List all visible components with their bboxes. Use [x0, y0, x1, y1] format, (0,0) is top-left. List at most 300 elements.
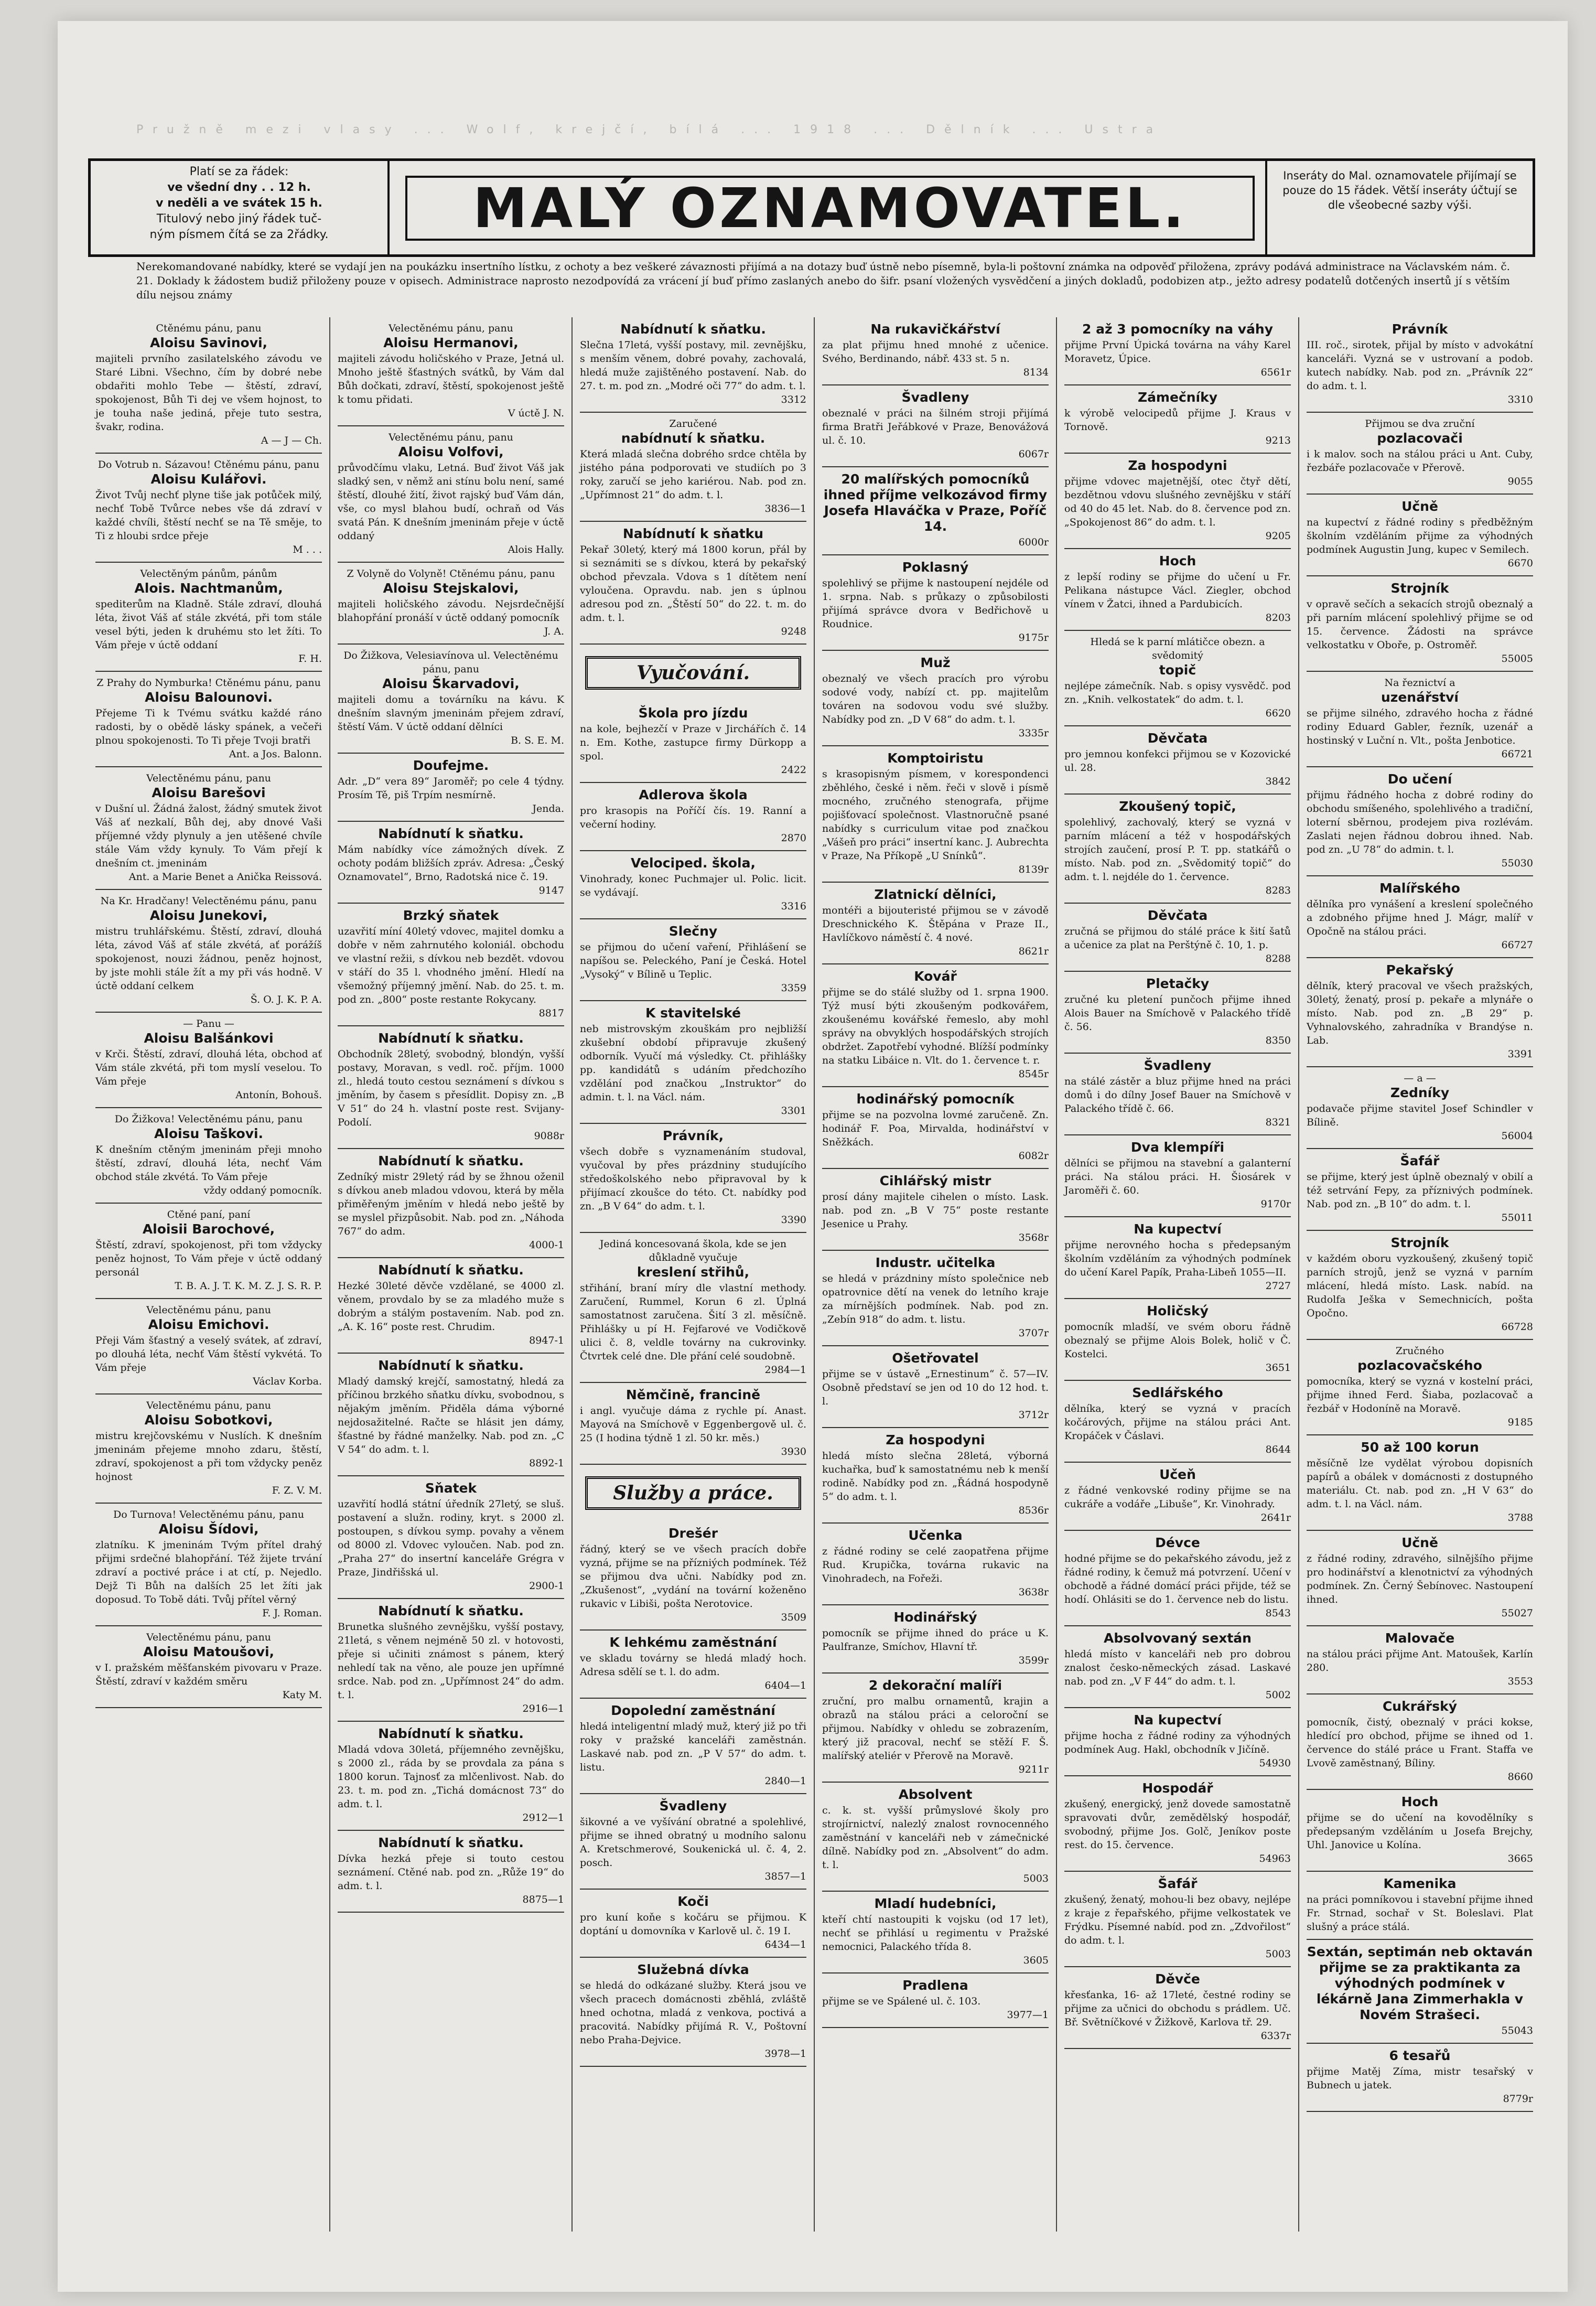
ad-body: na práci pomníkovou i stavební přijme ihned Fr. Strnad, sochař v St. Boleslavi. Plat slušný a práce stálá. [1307, 1894, 1533, 1933]
ad-signature: 8203 [1265, 612, 1291, 624]
ad-heading: Ošetřovatel [892, 1350, 979, 1366]
ad-column [1299, 317, 1540, 2232]
ad-signature: 3316 [781, 900, 806, 912]
ad-signature: 6561r [1260, 367, 1291, 378]
ad-heading: Aloisu Savinovi, [149, 335, 268, 350]
ad-heading: Děvčata [1147, 731, 1208, 746]
ad-heading: Aloisu Balšánkovi [144, 1031, 274, 1046]
ad-column [330, 317, 573, 2232]
classified-ad [1064, 1463, 1291, 1531]
classified-ad [1307, 413, 1533, 495]
ad-body: dělníci se přijmou na stavební a galanterní práci. Na stálou práci. H. Šiosárek v Jaroměři č. 60. [1064, 1157, 1291, 1196]
classified-ad [1064, 904, 1291, 972]
classified-ad [95, 1626, 322, 1708]
ad-heading: Nabídnutí k sňatku. [378, 1031, 524, 1046]
ad-body: přijme se do stálé služby od 1. srpna 1900. Týž musí býti zkoušeným podkovářem, zkoušenému kovářské řemeslo, aby mohl správy na obvyklých hospodářských strojích obdržet. Zapotřebí vyhodné. Blížší podmínky na statku Libáice n. Vlt. do 1. července t. r. [822, 986, 1049, 1066]
ad-body: křesťanka, 16- až 17leté, čestné rodiny se přijme za učnici do obchodu s prádlem. Uč. Bř. Světníčkové v Žižkově, Karlova tř. 29. [1064, 1989, 1291, 2028]
ad-body: střihání, braní míry dle vlastní methody. Zaručení, Rummel, Korun 6 zl. Úplná samostatnost zaručena. Šití 3 zl. měsíčně. Přihlášky u pí H. Fejfarové ve Vodičkově ulici č. 8, veldle továrny na cukrovinky. Čtvrtek celé dne. Dle přání celé soudobně. [580, 1282, 806, 1362]
ad-body: Štěstí, zdraví, spokojenost, při tom vždycky peněz hojnost, To Vám přeje v úctě oddaný personál [95, 1239, 322, 1278]
ad-heading: Malířského [1379, 881, 1460, 896]
ad-body: spediterům na Kladně. Stále zdraví, dlouhá léta, život Váš ať stále zkvétá, při tom stále vesel býti, jeden k druhému sto let žíti. To Vám přeje v úctě oddaní [95, 598, 322, 651]
ad-signature: 8621r [1018, 946, 1049, 957]
ad-heading: Poklasný [902, 560, 969, 575]
ad-heading: Právník, [662, 1128, 724, 1143]
classified-ad [1307, 1340, 1533, 1435]
ad-body: mistru truhlářskému. Štěstí, zdraví, dlouhá léta, závod Váš ať stále zkvétá, ať porážíš spokojenost, nouzi žádnou, peněz hojnost, by jste mohli stále žít a my při vás hodně. V úctě oddaní celkem [95, 926, 322, 992]
ad-heading: Doufejme. [413, 758, 489, 773]
classified-ad [580, 413, 806, 522]
classified-ad [338, 904, 564, 1026]
ad-signature: 8545r [1018, 1068, 1049, 1080]
ad-body: přijme První Úpická továrna na váhy Karel Moravetz, Úpice. [1064, 339, 1291, 364]
ad-salutation: Přijmou se dva zruční [1365, 418, 1475, 430]
classified-ad [338, 1831, 564, 1913]
ad-body: v I. pražském měšťanském pivovaru v Praze. Štěstí, zdraví v každém směru [95, 1662, 322, 1687]
ad-body: Obchodník 28letý, svobodný, blondýn, vyšší postavy, Moravan, s vedl. roč. příjm. 1000 zl., hledá touto cestou seznámení s dívkou s jměním, by časem s přesídlit. Dopisy zn. „B V 51“ do 24 h. vlastní poste rest. Svijany-Podolí. [338, 1048, 564, 1128]
classified-ad [580, 851, 806, 919]
ad-signature: 3665 [1507, 1853, 1533, 1864]
ad-signature: 3391 [1507, 1048, 1533, 1060]
classified-ad [1307, 876, 1533, 958]
ad-signature: 8134 [1023, 367, 1049, 378]
classified-ad [822, 1428, 1049, 1524]
ad-salutation: Z Prahy do Nymburka! Ctěnému pánu, panu [96, 677, 321, 689]
ad-heading: Zámečníky [1137, 390, 1218, 405]
classified-ad [1064, 1776, 1291, 1872]
ad-body: Dívka hezká přeje si touto cestou seznámení. Ctěné nab. pod zn. „Růže 19“ do adm. t. l. [338, 1853, 564, 1892]
ad-signature: 55011 [1501, 1212, 1533, 1224]
ad-heading: Aloisu Hermanovi, [383, 335, 519, 350]
ad-body: hledá místo v kanceláři neb pro dobrou znalost česko-německých zásad. Laskavé nab. pod zn. „V F 44“ do adm. t. l. [1064, 1648, 1291, 1687]
ad-signature: Alois Hally. [508, 544, 564, 555]
ad-signature: 2422 [781, 764, 806, 776]
ad-signature: 2727 [1265, 1280, 1291, 1292]
ad-signature: 6670 [1507, 557, 1533, 569]
ad-signature: 8779r [1503, 2093, 1533, 2105]
classified-ad [822, 1783, 1049, 1892]
ad-body: v Krči. Štěstí, zdraví, dlouhá léta, obchod ať Vám stále zkvétá, při tom myslí veselou. To Vám přeje [95, 1048, 322, 1087]
ad-signature: 8536r [1018, 1505, 1049, 1516]
ad-body: Pekař 30letý, který má 1800 korun, přál by si seznámiti se s dívkou, která by pekařský obchod převzala. Vdova s 1 dítětem není vyloučena. Opravdu. nab. jen s úplnou adresou pod zn. „Štěstí 50“ do 22. t. m. do adm. t. l. [580, 544, 806, 624]
ad-body: přijme hocha z řádné rodiny za výhodných podmínek Aug. Hakl, obchodník v Jičíně. [1064, 1730, 1291, 1755]
ad-body: i angl. vyučuje dáma z rychle pí. Anast. Mayová na Smíchově v Eggenbergově ul. č. 25 (I hodina týdně 1 zl. 50 kr. měs.) [580, 1405, 806, 1444]
ad-heading: Zedníky [1390, 1085, 1450, 1100]
classified-ad [822, 1346, 1049, 1428]
classified-ad [338, 754, 564, 822]
ad-heading: Absolvovaný sextán [1104, 1631, 1252, 1646]
classified-ad [1307, 1626, 1533, 1694]
ad-signature: 2916—1 [522, 1703, 564, 1714]
ad-signature: 2870 [781, 832, 806, 844]
ad-heading: Na rukavičkářství [870, 321, 1000, 337]
classified-ad [1064, 631, 1291, 726]
ad-body: spolehlivý, zachovalý, který se vyzná v parním mlácení a též v hospodářských strojích zaučení, prosí P. T. pp. statkářů o místo. Nab. pod zn. „Svědomitý topič“ do adm. t. l. nejdéle do 1. července. [1064, 817, 1291, 883]
classified-ad [338, 1149, 564, 1258]
ad-body: pro jemnou konfekci přijmou se v Kozovické ul. 28. [1064, 748, 1291, 774]
ad-signature: 3788 [1507, 1512, 1533, 1524]
ad-body: prosí dány majitele cihelen o místo. Lask. nab. pod zn. „B V 75“ poste restante Jesenice u Prahy. [822, 1191, 1049, 1230]
ad-heading: Za hospodyni [886, 1432, 985, 1447]
ad-signature: 9205 [1265, 530, 1291, 542]
ad-signature: 8350 [1265, 1035, 1291, 1046]
ad-signature: 8892-1 [529, 1457, 564, 1469]
classified-ad [580, 1124, 806, 1233]
newspaper-page [58, 21, 1568, 2292]
ad-body: přijmu řádného hocha z dobré rodiny do obchodu smíšeného, spolehlivého a tradiční, loterní sběrnou, prodejem piva rozlévám. Zaslati nejen řádnou dobrou ihned. Nab. pod zn. „U 78“ do admin. t. l. [1307, 789, 1533, 855]
classified-ad [580, 1699, 806, 1794]
classified-ad [338, 1599, 564, 1722]
ad-body: přijme se v ústavě „Ernestinum“ č. 57—IV. Osobně představí se jen od 10 do 12 hod. t. l. [822, 1368, 1049, 1407]
classified-ad [822, 317, 1049, 385]
ad-body: dělníka pro vynášení a kreslení společného a zdobného přijme hned J. Mágr, malíř v Opočně na stálou práci. [1307, 898, 1533, 937]
ad-body: v každém oboru vyzkoušený, zkušený topič parních strojů, jenž se vyzná v parním mlácení, hledá místo. Lask. nabíd. na Rudolfa Ješka v Semechnicích, pošta Opočno. [1307, 1253, 1533, 1319]
ad-heading: Slečny [668, 924, 718, 939]
ad-signature: 3836—1 [764, 503, 806, 514]
ad-salutation: Zručného [1395, 1345, 1444, 1357]
ad-heading: Komptoiristu [887, 750, 984, 766]
ad-body: přijme se na pozvolna lovmé zaručeně. Zn. hodinář F. Poa, Mirvalda, hodinářství v Sněžkách. [822, 1109, 1049, 1148]
ad-signature: A — J — Ch. [261, 435, 322, 446]
ad-body: pro krasopis na Poříčí čís. 19. Ranní a večerní hodiny. [580, 805, 806, 830]
ad-body: neb mistrovským zkouškám pro nejbližší zkušební období připravuje zkušený odborník. Vyučí má výsledky. Ct. přihlášky pp. kandidátů s udáním předchozího vzdělání pod značkou „Instruktor“ do admin. t. l. na Václ. nám. [580, 1023, 806, 1103]
ad-heading: Do učení [1387, 771, 1452, 787]
ad-heading: Strojník [1390, 1235, 1449, 1250]
ad-body: s krasopisným písmem, v korespondenci zběhlého, české i něm. řeči v slově i písmě mocného, zručného stenografa, přijme pojišťovací společnost. Vlastnoručně psané nabídky s curriculum vitae pod značkou „Vášeň pro práci“ insertní kanc. J. Aubrechta v Praze, Na Příkopě „U Snínků“. [822, 768, 1049, 862]
classified-ad [580, 1383, 806, 1465]
ad-body: Život Tvůj nechť plyne tiše jak potůček milý, nechť Tobě Tvůrce nebes vše dá zdraví v každé chvíli, štěstí nechť se na Tě směje, to Ti z hloubi srdce přeje [95, 489, 322, 542]
classified-ad [580, 1233, 806, 1383]
ad-heading: Zlatnickí dělníci, [874, 887, 997, 902]
section-heading: Vyučování. [585, 656, 801, 690]
ad-signature: Š. O. J. K. P. A. [250, 994, 322, 1005]
classified-ad [822, 883, 1049, 964]
classified-ad [95, 563, 322, 672]
classified-ad [1064, 726, 1291, 795]
ad-signature: 3978—1 [764, 2048, 806, 2060]
ad-heading: Za hospodyni [1128, 458, 1227, 473]
ad-body: kteří chtí nastoupiti k vojsku (od 17 let), nechť se přihlásí u regimentu v Pražské nemocnici, Palackého třída 8. [822, 1914, 1049, 1953]
ad-heading: Na kupectví [1134, 1712, 1222, 1728]
ad-heading: Zkoušený topič, [1119, 799, 1236, 814]
classified-ad [580, 1794, 806, 1890]
ad-signature: 2900-1 [529, 1580, 564, 1592]
ad-body: přijme se ve Spálené ul. č. 103. [822, 1996, 981, 2007]
classified-ad [822, 1169, 1049, 1251]
ad-body: se hledá do odkázané služby. Která jsou ve všech pracech domácnosti zběhlá, zvláště hned ochotna, mladá z venkova, poctivá a pracovitá. Nabídky přijímá R. V., Poštovní nebo Praha-Dejvice. [580, 1980, 806, 2046]
ad-salutation: Velectěnému pánu, panu [389, 323, 513, 334]
ad-signature: 3977—1 [1007, 2009, 1049, 2021]
classified-ad [822, 555, 1049, 651]
ad-body: obeznalé v práci na šilném stroji přijímá firma Bratři Jeřábkové v Praze, Benovážová ul. č. 10. [822, 407, 1049, 446]
ad-heading: Nabídnutí k sňatku. [378, 1262, 524, 1278]
ad-heading: Učeň [1159, 1467, 1196, 1482]
classified-ad [580, 317, 806, 413]
classified-ad [1064, 1054, 1291, 1135]
ad-heading: Aloisu Emichovi. [148, 1317, 269, 1332]
classified-ad [338, 1354, 564, 1476]
ad-heading: Děvče [1155, 1971, 1200, 1987]
ad-column [88, 317, 330, 2232]
classified-ad [822, 1674, 1049, 1783]
ad-heading: Cukrářský [1382, 1699, 1458, 1714]
classified-ad [1064, 1299, 1291, 1381]
ad-body: pro kuní koňe s kočáru se přijmou. K doptání u domovníka v Karlově ul. č. 19 I. [580, 1912, 806, 1937]
classified-ad [1307, 1790, 1533, 1872]
ad-body: šikovné a ve vyšívání obratné a spolehlivé, přijme se ihned obratný u modního salonu A. Kretschmerové, Soukenická ul. č. 4, 2. posch. [580, 1816, 806, 1869]
ad-signature: 6434—1 [764, 1939, 806, 1950]
ad-heading: pozlacovači [1377, 431, 1463, 446]
classified-ad [1307, 317, 1533, 413]
ad-body: hledá inteligentní mladý muž, který již po tři roky v pražské kanceláři zaměstnán. Laskavé nab. pod zn. „P V 57“ do adm. t. listu. [580, 1721, 806, 1773]
ad-heading: Adlerova škola [639, 787, 748, 802]
ad-body: za plat přijmu hned mnohé z učenice. Svého, Berdinando, nábř. 433 st. 5 n. [822, 339, 1049, 364]
ad-signature: 3359 [781, 982, 806, 994]
ad-salutation: Na Kr. Hradčany! Velectěnému pánu, panu [100, 895, 317, 907]
ad-heading: topič [1159, 662, 1196, 678]
ad-heading: Alois. Nachtmanům, [134, 581, 283, 596]
ad-signature: 3842 [1265, 776, 1291, 787]
classified-ad [822, 964, 1049, 1087]
ad-salutation: — a — [1404, 1072, 1436, 1084]
ad-body: pomocník se přijme ihned do práce u K. Paulfranze, Smíchov, Hlavní tř. [822, 1627, 1049, 1653]
ad-signature: 3930 [781, 1446, 806, 1457]
ad-body: na stálou práci přijme Ant. Matoušek, Karlín 280. [1307, 1648, 1533, 1674]
ad-signature: F. J. Roman. [262, 1607, 322, 1619]
ad-signature: 66727 [1501, 939, 1533, 951]
classified-ad [1307, 1149, 1533, 1231]
ad-body: Mladá vdova 30letá, příjemného zevnějšku, s 2000 zl., ráda by se provdala za pána s 1800 korun. Tajnosť za mlčenlivost. Nab. do 23. t. m. pod zn. „Tichá domácnost 73“ do adm. t. l. [338, 1744, 564, 1810]
ad-heading: Šafář [1158, 1876, 1198, 1891]
ad-heading: Sňatek [425, 1481, 477, 1496]
ad-signature: M . . . [293, 544, 322, 555]
ad-heading: Aloisu Škarvadovi, [382, 676, 520, 691]
ad-body: Brunetka slušného zevnějšku, vyšší postavy, 21letá, s věnem nejméně 50 zl. v hotovosti, přeje si učiniti známost s pánem, který nehledí tak na věno, ale pouze jen upřímné srdce. Nab. pod zn. „Upřímnost 24“ do adm. t. l. [338, 1621, 564, 1701]
classified-ad [580, 1890, 806, 1958]
ad-body: Přejeme Ti k Tvému svátku každé ráno radosti, by o obědě lásky spánek, a večeři plnou spokojenosti. To Ti přeje Tvoji bratři [95, 707, 322, 746]
ad-body: Slečna 17letá, vyšší postavy, mil. zevnějšku, s menším věnem, dobré povahy, zachovalá, hledá muže zajištěného postavení. Nab. do 27. t. m. pod zn. „Modré oči 77“ do adm. t. l. [580, 339, 806, 392]
ad-heading: Aloisu Volfovi, [398, 444, 504, 459]
ad-body: montéři a bijouteristé přijmou se v závodě Dreschnického K. Štěpána v Praze II., Havlíčkovo náměstí č. 4 nové. [822, 905, 1049, 943]
ad-salutation: Velectěnému pánu, panu [389, 432, 513, 443]
classified-ad [1064, 317, 1291, 385]
classified-ad [95, 1299, 322, 1395]
ad-heading: Muž [920, 655, 951, 670]
ad-body: přijme se do učení na kovodělníky s předepsaným vzděláním u Josefa Brejchy, Uhl. Janovice u Kolína. [1307, 1812, 1533, 1851]
ad-signature: 6337r [1260, 2030, 1291, 2042]
ad-signature: 66728 [1501, 1321, 1533, 1333]
pricing-line: Titulový nebo jiný řádek tuč- [156, 212, 322, 226]
ad-salutation: Na řeznictví a [1384, 677, 1455, 689]
ad-signature: 2641r [1260, 1512, 1291, 1524]
ad-heading: hodinářský pomocník [856, 1091, 1015, 1107]
ad-body: Mladý damský krejčí, samostatný, hledá za příčinou brzkého sňatku dívku, svobodnou, s nějakým jměním. Přiděla dáma výborné nejdosažitelné. Račte se hlásit jen dámy, šťastné by řádné manželky. Nab. pod zn. „C V 54“ do adm. t. l. [338, 1376, 564, 1455]
ad-heading: 20 malířských pomocníků ihned příjme velkozávod firmy Josefa Hlaváčka v Praze, Poříč 14. [823, 471, 1048, 534]
classified-ad [95, 767, 322, 890]
ad-heading: Drešér [668, 1526, 718, 1541]
ad-signature: 3638r [1018, 1586, 1049, 1598]
classified-ad [822, 746, 1049, 883]
ad-signature: Antonín, Bohouš. [235, 1089, 322, 1101]
ad-signature: 3857—1 [764, 1871, 806, 1882]
ad-body: zkušený, energický, jenž dovede samostatně spravovati dvůr, zemědělský hospodář, svobodný, přijme Jos. Golč, Jeníkov poste rest. do 15. července. [1064, 1798, 1291, 1851]
classified-columns [88, 317, 1540, 2232]
ad-signature: Ant. a Jos. Balonn. [229, 748, 322, 760]
classified-ad [1307, 1067, 1533, 1149]
ad-heading: Absolvent [898, 1787, 973, 1802]
ad-signature: 8543 [1265, 1607, 1291, 1619]
ad-heading: Nabídnutí k sňatku. [378, 826, 524, 841]
classified-ad [1064, 795, 1291, 904]
classified-ad [580, 701, 806, 783]
ad-signature: 54963 [1259, 1853, 1291, 1864]
ad-salutation: Do Turnova! Velectěnému pánu, panu [113, 1509, 304, 1520]
classified-ad [1307, 1694, 1533, 1790]
ad-signature: 9170r [1260, 1198, 1291, 1210]
classified-ad [338, 1258, 564, 1354]
classified-ad [822, 1087, 1049, 1169]
ad-heading: nabídnutí k sňatku. [621, 431, 765, 446]
ad-column [573, 317, 815, 2232]
classified-ad [1064, 1217, 1291, 1299]
ad-body: z řádné rodiny se celé zaopatřena přijme Rud. Krupička, továrna rukavic na Vinohradech, na Fořeži. [822, 1546, 1049, 1584]
ad-heading: Hospodář [1142, 1781, 1213, 1796]
ad-signature: 6067r [1018, 448, 1049, 460]
ad-body: majiteli závodu holičského v Praze, Jetná ul. Mnoho ještě šťastných svátků, by Vám dal Bůh dočkati, zdraví, štěstí, spokojenost ještě k tomu přidati. [338, 353, 564, 405]
ad-heading: Brzký sňatek [403, 908, 499, 923]
classified-ad [822, 1892, 1049, 1973]
ad-body: Zedníký mistr 29letý rád by se žhnou oženil s dívkou aneb mladou vdovou, která by měla přiměřeným jměním v hledá nebo ještě by se myslel přizpůsobit. Nab. pod zn. „Náhoda 767“ do adm. [338, 1171, 564, 1237]
ad-body: k výrobě velocipedů přijme J. Kraus v Tornově. [1064, 407, 1291, 433]
classified-ad [338, 426, 564, 563]
classified-ad [1307, 672, 1533, 767]
ad-signature: 8288 [1265, 953, 1291, 964]
ad-body: hodné přijme se do pekařského závodu, jež z řádné rodiny, k čemuž má potvrzení. Učení v obchodě a řádné domácí práci přijde, též se hodí. Ohlásiti se do 1. července neb do listu. [1064, 1553, 1291, 1605]
ad-heading: Nabídnutí k sňatku. [378, 1835, 524, 1850]
ad-body: zruční, pro malbu ornamentů, krajin a obrazů na stálou práci a celoroční se přijmou. Nabídky v ohledu se zobrazením, který již pracoval, nechť se stěží F. Š. malířský ateliér v Přerově na Moravě. [822, 1696, 1049, 1762]
classified-ad [338, 563, 564, 645]
ad-signature: 8660 [1507, 1771, 1533, 1783]
ad-heading: Aloisu Stejskalovi, [383, 581, 519, 596]
classified-ad [338, 1722, 564, 1831]
ad-body: přijme vdovec majetnější, otec čtyř dětí, bezdětnou vdovu slušného zevnějšku v stáří od 40 do 45 let. Nab. do 8. července pod zn. „Spokojenost 86“ do adm. t. l. [1064, 476, 1291, 528]
ad-heading: Aloisu Balounovi. [145, 690, 273, 705]
ad-heading: Nabídnutí k sňatku. [620, 321, 766, 337]
administration-notice: Nerekomandované nabídky, které se vydají jen na poukázku insertního lístku, z ochoty a bez veškeré závaznosti přijímá a na dotazy buď ústně nebo písemně, byla-li poštovní známka na odpověď přiložena, zprávy podává administrace na Václavském nám. č. 21. Doklady k žádostem budiž přiloženy pouze v opisech. Administrace naprosto nezodpovídá za vrácení jí buď přímo zaslaných anebo do šifr. psaní vložených vysvědčení a jiných dokladů, podobizen atp., ježto adresy podatelů dotčených insertů jí s větším dílu nejsou známy [136, 260, 1510, 301]
ad-heading: Strojník [1390, 581, 1449, 596]
ad-heading: 2 dekorační malíři [868, 1678, 1002, 1693]
ad-signature: 3712r [1018, 1409, 1049, 1421]
classified-ad [1307, 958, 1533, 1067]
classified-ad [1064, 972, 1291, 1054]
ad-heading: 6 tesařů [1389, 2048, 1451, 2063]
ad-body: mistru krejčovskému v Nuslích. K dnešním jmeninám přejeme mnoho zdaru, štěstí, zdraví, spokojenost a při tom vždycky peněz hojnost [95, 1430, 322, 1483]
ad-body: Která mladá slečna dobrého srdce chtěla by jistého pána podporovati ve studiích po 3 roky, zaručí se jeho kariérou. Nab. pod zn. „Upřímnost 21“ do adm. t. l. [580, 448, 806, 501]
ad-heading: Hoch [1401, 1794, 1439, 1809]
ad-signature: 2912—1 [522, 1812, 564, 1824]
ad-body: na kupectví z řádné rodiny s předběžným školním vzděláním přijme za výhodných podmínek Augustin Jung, kupec v Semilech. [1307, 517, 1533, 555]
classified-ad [1064, 454, 1291, 549]
ad-salutation: Velectěnému pánu, panu [146, 1400, 271, 1411]
ad-heading: Velociped. škola, [631, 855, 756, 871]
classified-ad [1064, 1872, 1291, 1967]
pricing-line: Platí se za řádek: [189, 165, 289, 178]
ad-signature: V úctě J. N. [508, 407, 564, 419]
ad-signature: 3301 [781, 1105, 806, 1117]
show-through-text: Pružně mezi vlasy ... Wolf, krejčí, bílá ... 1918 ... Dělník ... Ustra [136, 123, 1163, 136]
classified-ad [95, 1395, 322, 1504]
ad-body: zručné ku pletení punčoch přijme ihned Alois Bauer na Smíchově v Palackého třídě č. 56. [1064, 994, 1291, 1033]
ad-body: uzavřití hodlá státní úředník 27letý, se sluš. postavení a služn. rodiny, kryt. s 2000 zl. postoupen, s dívkou symp. povahy a věnem od 8000 zl. Vdovec vyloučen. Nab. pod zn. „Praha 27“ do insertní kanceláře Grégra v Praze, Jindřišská ul. [338, 1498, 564, 1578]
ad-heading: pozlacovačského [1357, 1358, 1482, 1373]
ad-salutation: Velectěnému pánu, panu [146, 1304, 271, 1316]
ad-signature: F. Z. V. M. [272, 1485, 322, 1496]
ad-signature: 6000r [1018, 537, 1049, 548]
ad-body: na stálé zástěr a bluz přijme hned na práci domů i do dílny Josef Bauer na Smíchově v Palackého třídě č. 66. [1064, 1076, 1291, 1114]
classified-ad [1307, 495, 1533, 576]
classified-ad [822, 1605, 1049, 1674]
ad-body: obeznalý ve všech pracích pro výrobu sodové vody, nabízí ct. pp. majitelům továren na sodovou vodu své služby. Nabídky pod zn. „D V 68“ do adm. t. l. [822, 673, 1049, 725]
ad-signature: 6620 [1265, 707, 1291, 719]
ad-signature: 9185 [1507, 1417, 1533, 1428]
ad-heading: Pletačky [1146, 976, 1210, 991]
classified-ad [95, 1204, 322, 1299]
classified-ad [95, 454, 322, 563]
ad-salutation: Do Žižkova, Velesiavínova ul. Velectěnému pánu, panu [343, 650, 558, 675]
page-title: MALÝ OZNAMOVATEL. [405, 176, 1255, 241]
ad-salutation: Velectěnému pánu, panu [146, 1632, 271, 1643]
ad-heading: Děvčata [1147, 908, 1208, 923]
classified-ad [1307, 1872, 1533, 1940]
ad-signature: 55005 [1501, 653, 1533, 664]
ad-heading: Švadleny [659, 1798, 727, 1814]
pricing-line: v neděli a ve svátek 15 h. [156, 197, 322, 210]
ad-signature: 3310 [1507, 394, 1533, 405]
pricing-box [91, 161, 390, 254]
classified-ad [1064, 1626, 1291, 1708]
ad-heading: Učenka [908, 1528, 963, 1543]
ad-signature: 3509 [781, 1612, 806, 1623]
classified-ad [338, 317, 564, 426]
ad-body: v Dušní ul. Žádná žalost, žádný smutek život Váš ať nezkalí, Bůh dej, aby dnové Vaši příjemné vždy plynuly a jen utěšené chvíle stále Vám vždy kynuly. To Vám přejí k dnešním ct. jmeninám [95, 803, 322, 869]
ad-heading: Kamenika [1383, 1876, 1457, 1891]
ad-body: všech dobře s vyznamenáním studoval, vyučoval by přes prázdniny studujícího středoškolského nebo připravoval by k přijímací zkoušce do této. Ct. nabídky pod zn. „B V 64“ do adm. t. l. [580, 1146, 806, 1212]
ad-heading: Koči [677, 1894, 709, 1909]
ad-body: Přeji Vám šťastný a veselý svátek, ať zdraví, po dlouhá léta, nechť Vám štěstí vykvétá. To Vám přeje [95, 1335, 322, 1374]
ad-body: průvodčímu vlaku, Letná. Buď život Váš jak sladký sen, v němž ani stínu bolu není, samé štěstí, dlouhé žití, život rajský buď Vám dán, vše, co mysl blahou budí, ochraň od Vás svatá Pán. K dnešním jmeninám přeje v úctě oddaný [338, 462, 564, 542]
masthead [88, 158, 1535, 257]
classified-ad [580, 919, 806, 1001]
classified-ad [1064, 1967, 1291, 2049]
ad-heading: Pekařský [1386, 962, 1454, 978]
ad-body: se přijme silného, zdravého hocha z řádné rodiny Eduard Gabler, řezník, uzenář a hostinský v Luční n. Vlt., pošta Jenbotice. [1307, 707, 1533, 746]
ad-body: ve skladu továrny se hledá mladý hoch. Adresa sdělí se t. l. do adm. [580, 1653, 806, 1678]
ad-signature: 9088r [534, 1130, 564, 1142]
ad-salutation: Zaručené [669, 418, 717, 430]
ad-salutation: Z Volyně do Volyně! Ctěnému pánu, panu [347, 568, 555, 580]
classified-ad [822, 1524, 1049, 1605]
ad-body: zručná se přijmou do stálé práce k šití šatů a učenice za plat na Perštýně č. 10, 1. p. [1064, 926, 1291, 951]
ad-salutation: — Panu — [183, 1018, 234, 1029]
ad-body: se přijmou do učení vaření, Přihlášení se napíšou se. Peleckého, Paní je Česká. Hotel „Vysoký“ v Bílině u Teplic. [580, 941, 806, 980]
ad-signature: 66721 [1501, 748, 1533, 760]
ad-heading: Mladí hudebníci, [874, 1896, 997, 1911]
classified-ad [338, 1476, 564, 1599]
classified-ad [95, 1108, 322, 1204]
ad-body: se hledá v prázdniny místo společnice neb opatrovnice dětí na venek do letního kraje za mírnějších podmínek. Nab. pod zn. „Zebín 918“ do adm. t. listu. [822, 1273, 1049, 1325]
ad-heading: Aloisu Barešovi [152, 785, 266, 800]
ad-signature: 2984—1 [764, 1364, 806, 1376]
ad-body: dělníka, který se vyzná v pracích kočárových, přijme na stálou práci Ant. Kropáček v Čáslavi. [1064, 1403, 1291, 1442]
